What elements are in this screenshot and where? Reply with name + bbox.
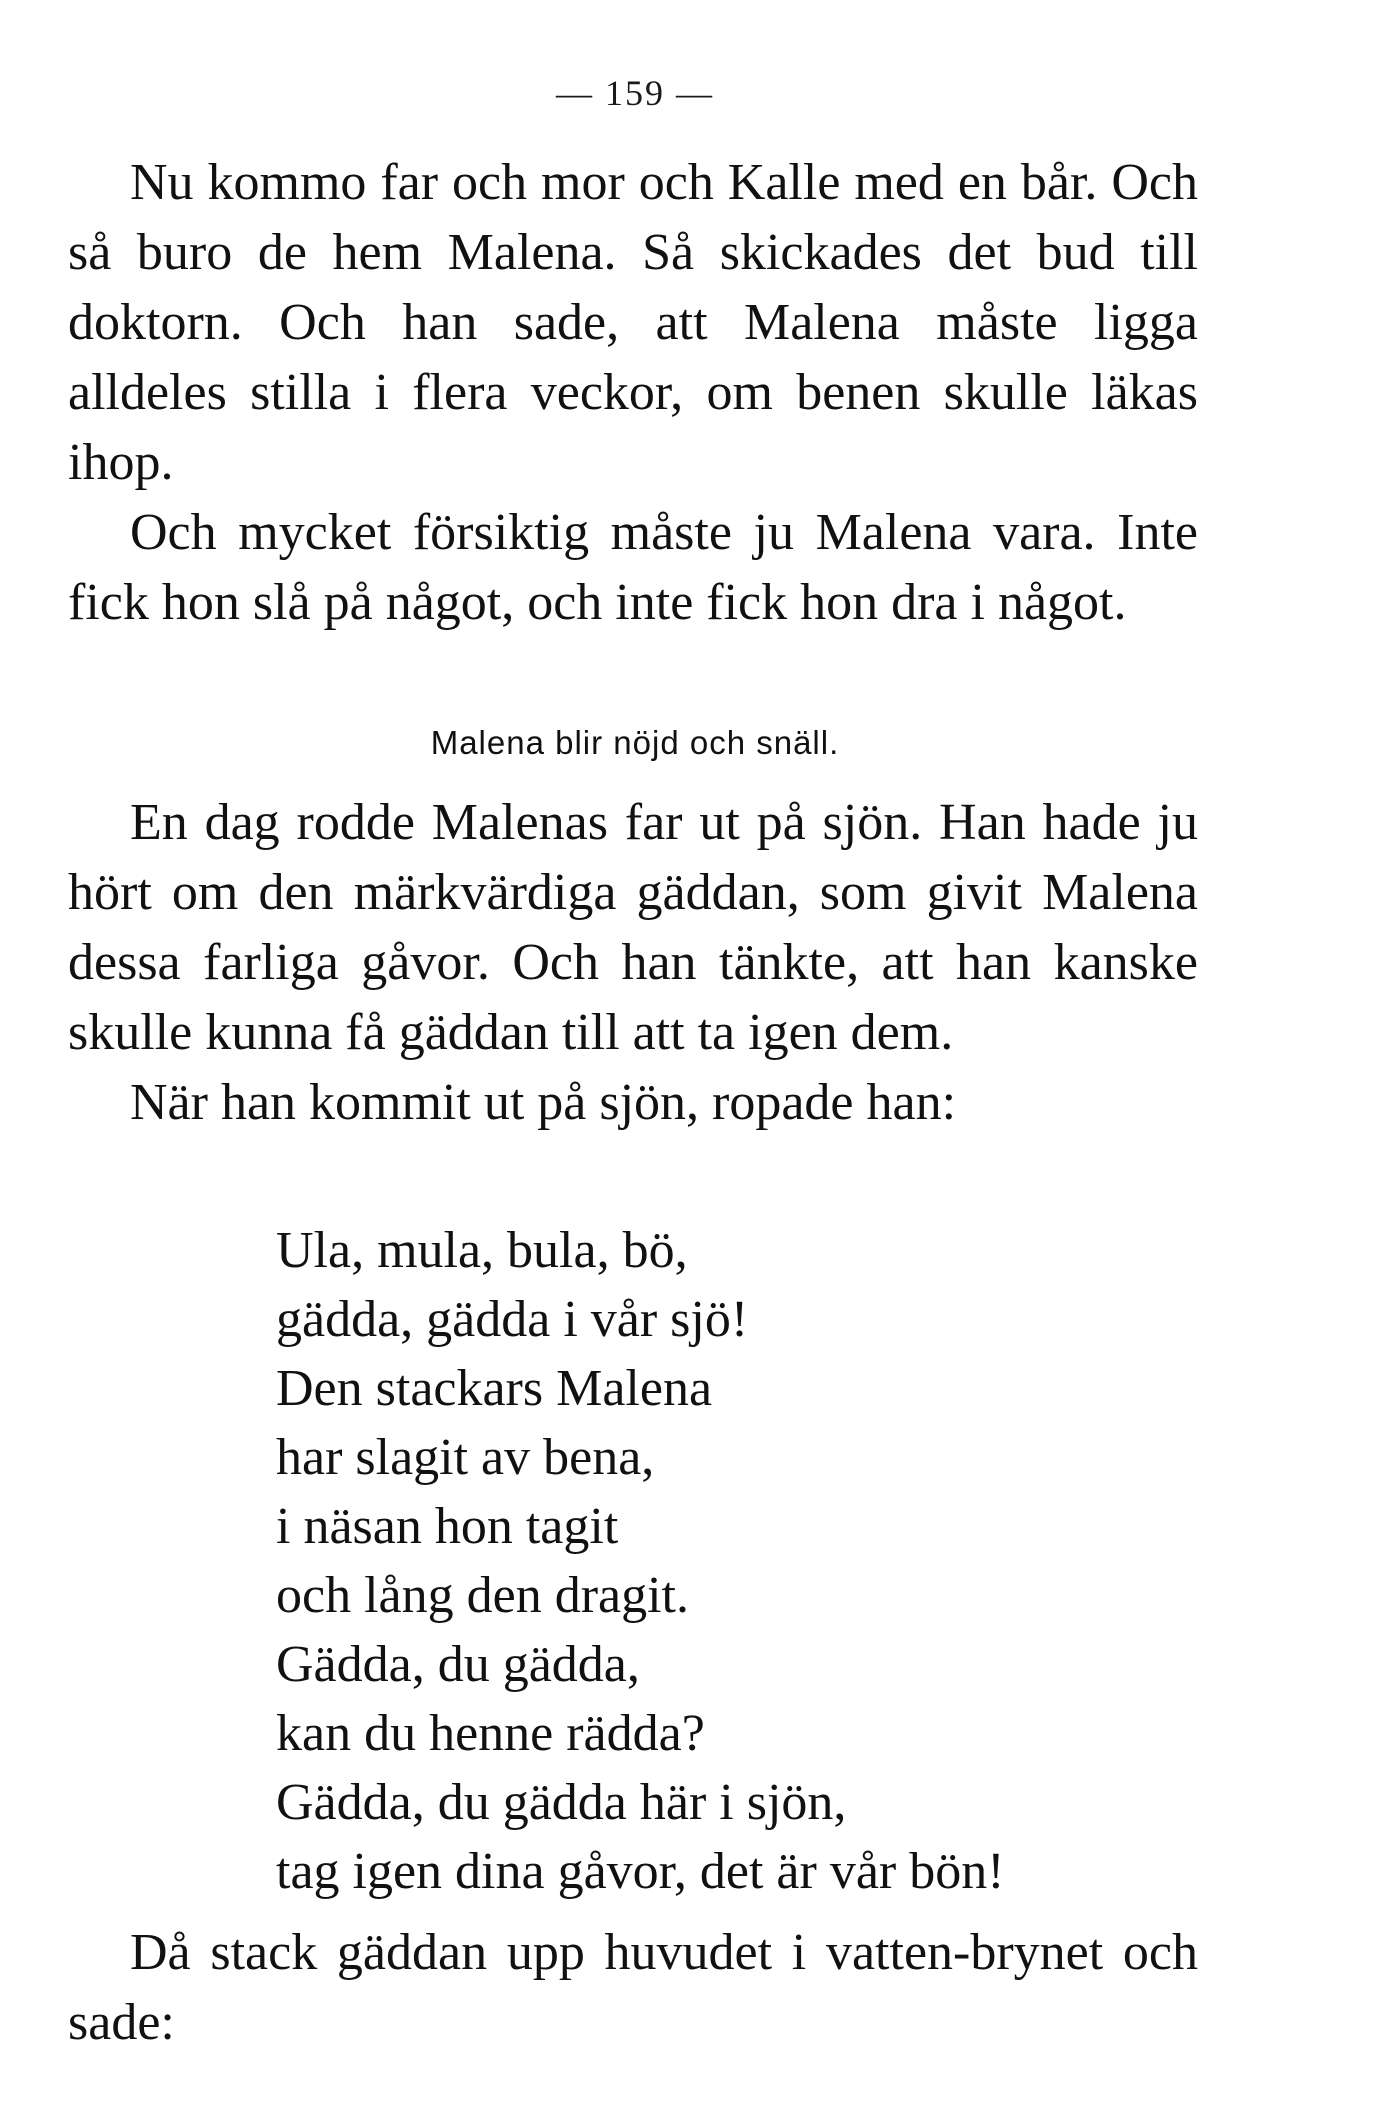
poem-line: har slagit av bena, <box>276 1429 655 1486</box>
poem-line: Den stackars Malena <box>276 1360 713 1417</box>
paragraph: Då stack gäddan upp huvudet i vatten-brynet och sade: <box>68 1924 1198 2051</box>
paragraph: När han kommit ut på sjön, ropade han: <box>130 1074 957 1131</box>
poem-line: gädda, gädda i vår sjö! <box>276 1291 749 1348</box>
poem-line: Gädda, du gädda här i sjön, <box>276 1774 847 1831</box>
poem-line: Gädda, du gädda, <box>276 1636 640 1693</box>
poem <box>276 1216 1226 1906</box>
poem-line: tag igen dina gåvor, det är vår bön! <box>276 1843 1005 1900</box>
section-heading: Malena blir nöjd och snäll. <box>430 724 840 761</box>
section-2-text <box>68 788 1198 1138</box>
paragraph: En dag rodde Malenas far ut på sjön. Han hade ju hört om den märkvärdiga gäddan, som givit Malena dessa farliga gåvor. Och han tänkte, att han kanske skulle kunna få gäddan till att ta igen dem. <box>68 794 1198 1061</box>
poem-line: kan du henne rädda? <box>276 1705 705 1762</box>
section-1-text <box>68 148 1198 638</box>
paragraph: Nu kommo far och mor och Kalle med en bår. Och så buro de hem Malena. Så skickades det bud till doktorn. Och han sade, att Malena måste ligga alldeles stilla i flera veckor, om benen skulle läkas ihop. <box>68 154 1198 491</box>
section-3-text <box>68 1918 1198 2058</box>
poem-line: i näsan hon tagit <box>276 1498 619 1555</box>
paragraph: Och mycket försiktig måste ju Malena vara. Inte fick hon slå på något, och inte fick hon dra i något. <box>68 504 1198 631</box>
page-number: — 159 — <box>556 73 714 113</box>
poem-line: Ula, mula, bula, bö, <box>276 1222 688 1279</box>
poem-line: och lång den dragit. <box>276 1567 689 1624</box>
